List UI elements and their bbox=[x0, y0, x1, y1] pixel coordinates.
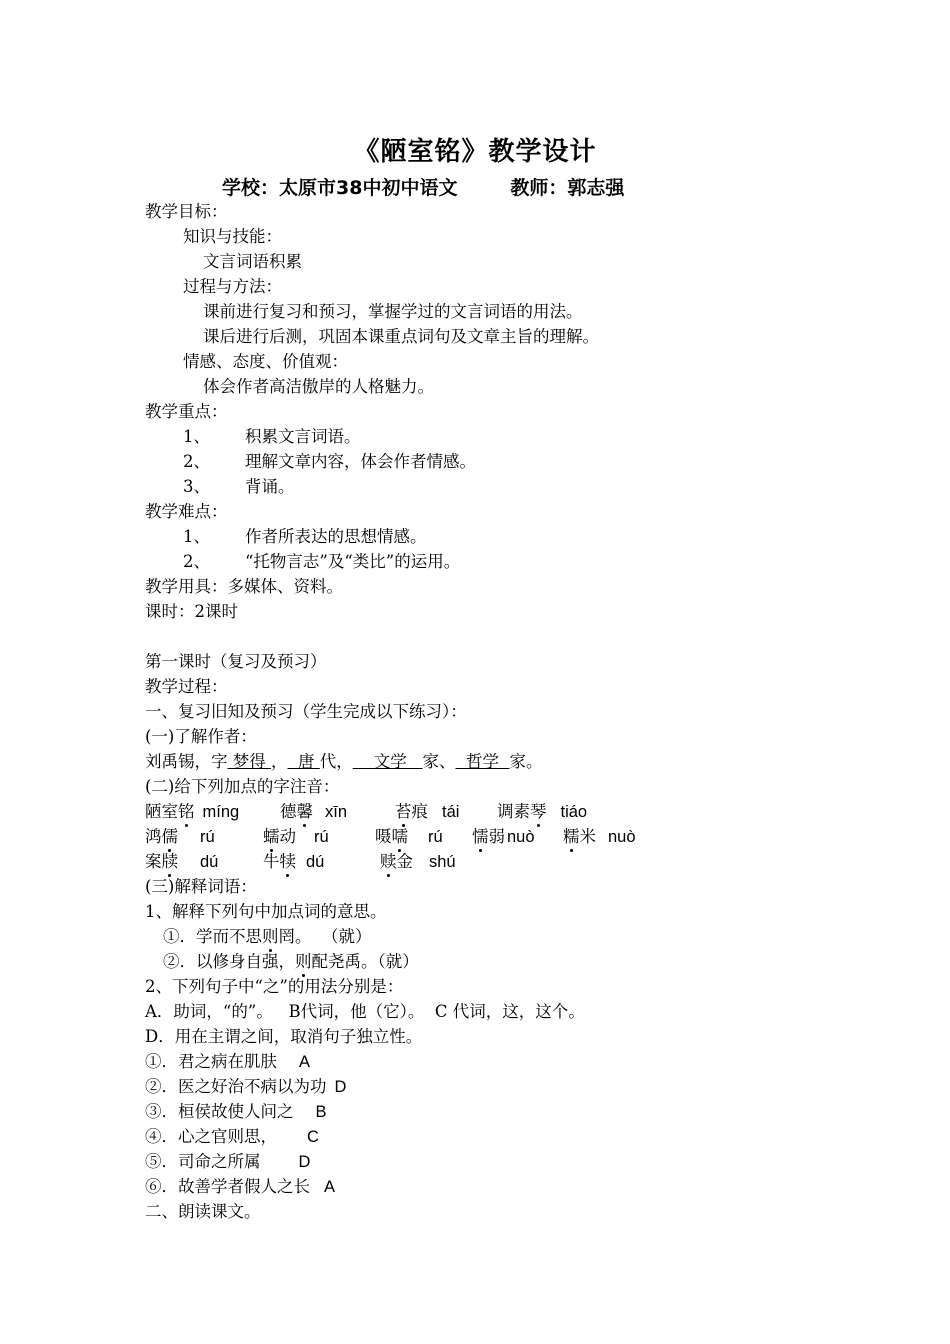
zhi-item bbox=[145, 1051, 310, 1073]
text: 理解文章内容，体会作者情感。 bbox=[245, 452, 476, 471]
word: 鸿 bbox=[145, 827, 162, 846]
pinyin-entry bbox=[563, 826, 636, 848]
part1-heading: 一、复习旧知及预习（学生完成以下练习）： bbox=[145, 702, 467, 721]
pinyin: nuò bbox=[608, 828, 636, 846]
word: 嗫 bbox=[375, 827, 392, 846]
word: 痕 bbox=[411, 802, 428, 821]
pinyin-entry bbox=[145, 801, 239, 823]
explain-sub-1: 1、解释下列句中加点词的意思。 bbox=[145, 902, 387, 921]
text: 背诵。 bbox=[245, 477, 295, 496]
answer: D bbox=[334, 1078, 347, 1096]
pinyin: tái bbox=[442, 803, 460, 821]
process-label: 过程与方法： bbox=[183, 277, 282, 296]
pinyin-entry bbox=[472, 826, 535, 848]
pinyin-entry bbox=[395, 801, 459, 823]
emotion-item: 体会作者高洁傲岸的人格魅力。 bbox=[203, 377, 434, 396]
knowledge-label: 知识与技能： bbox=[183, 227, 282, 246]
answer: D bbox=[298, 1153, 311, 1171]
dotted-char: 嚅 bbox=[391, 827, 408, 846]
pinyin: xīn bbox=[325, 803, 348, 821]
word: 牛 bbox=[263, 852, 280, 871]
word: 调素 bbox=[497, 802, 530, 821]
word: 德 bbox=[280, 802, 297, 821]
word: 米 bbox=[579, 827, 596, 846]
doc-subtitle: 学校：太原市38中初中语文 教师：郭志强 bbox=[222, 177, 625, 199]
process-heading: 教学过程： bbox=[145, 677, 228, 696]
hours-line: 课时：2课时 bbox=[145, 602, 238, 621]
key-points-heading: 教学重点： bbox=[145, 402, 228, 421]
dotted-char: 牍 bbox=[161, 852, 178, 871]
zhi-item bbox=[145, 1176, 335, 1198]
sentence: ③．桓侯故使人问之 bbox=[145, 1102, 294, 1121]
author-answer-line bbox=[145, 751, 542, 773]
lesson1-heading: 第一课时（复习及预习） bbox=[145, 652, 327, 671]
text: 作者所表达的思想情感。 bbox=[245, 527, 427, 546]
sentence: ⑥．故善学者假人之长 bbox=[145, 1177, 310, 1196]
pinyin: dú bbox=[200, 853, 219, 871]
part2-heading: 二、朗读课文。 bbox=[145, 1202, 261, 1221]
pinyin: nuò bbox=[507, 828, 535, 846]
word: 动 bbox=[279, 827, 296, 846]
text: 刘禹锡，字 bbox=[145, 752, 228, 771]
dotted-char: 糯 bbox=[563, 827, 580, 846]
sentence: ②．医之好治不病以为功 bbox=[145, 1077, 327, 1096]
pinyin-entry bbox=[145, 851, 218, 873]
pinyin-question: (二)给下列加点的字注音： bbox=[145, 777, 340, 796]
sentence: ④．心之官则思， bbox=[145, 1127, 277, 1146]
blank-answer: 文学 bbox=[352, 752, 423, 771]
answer: B bbox=[315, 1103, 327, 1121]
text: 家。 bbox=[509, 752, 543, 771]
answer: C bbox=[307, 1128, 319, 1146]
difficulties-heading: 教学难点： bbox=[145, 502, 228, 521]
dotted-char: 馨 bbox=[296, 802, 313, 821]
text: ， bbox=[271, 752, 288, 771]
pinyin: dú bbox=[306, 853, 325, 871]
pinyin: mínɡ bbox=[202, 803, 240, 821]
pinyin-entry bbox=[263, 851, 324, 873]
pinyin: rú bbox=[314, 828, 329, 846]
text: 积累文言词语。 bbox=[245, 427, 361, 446]
text: ②．以修身自强， bbox=[163, 952, 295, 971]
explain-item-1 bbox=[163, 926, 372, 948]
text: ①．学而不思 bbox=[163, 927, 262, 946]
zhi-question: 2、下列句子中“之”的用法分别是： bbox=[145, 977, 404, 996]
word: 弱 bbox=[488, 827, 505, 846]
pinyin: shú bbox=[429, 853, 456, 871]
author-question: (一)了解作者： bbox=[145, 727, 257, 746]
doc-title: 《陋室铭》教学设计 bbox=[353, 137, 597, 167]
dotted-char: 儒 bbox=[161, 827, 178, 846]
pinyin: rú bbox=[200, 828, 215, 846]
num: 2、 bbox=[183, 452, 210, 471]
blank-answer: 梦得 bbox=[227, 752, 271, 771]
num: 1、 bbox=[183, 527, 210, 546]
zhi-item bbox=[145, 1076, 346, 1098]
emotion-label: 情感、态度、价值观： bbox=[183, 352, 348, 371]
pinyin-entry bbox=[280, 801, 347, 823]
text: 家、 bbox=[422, 752, 456, 771]
text: 代， bbox=[319, 752, 353, 771]
key-point-1 bbox=[183, 426, 361, 448]
explain-item-2 bbox=[163, 951, 419, 973]
dotted-char: 犊 bbox=[279, 852, 296, 871]
pinyin-entry bbox=[375, 826, 443, 848]
dotted-char: 蠕 bbox=[263, 827, 280, 846]
objectives-heading: 教学目标： bbox=[145, 202, 228, 221]
text: 罔。 （就） bbox=[278, 927, 372, 946]
num: 1、 bbox=[183, 427, 210, 446]
pinyin-entry bbox=[145, 826, 215, 848]
dotted-char: 懦 bbox=[472, 827, 489, 846]
process-item-2: 课后进行后测，巩固本课重点词句及文章主旨的理解。 bbox=[203, 327, 599, 346]
zhi-options-1: A．助词，“的”。 B代词，他（它）。 C 代词，这，这个。 bbox=[145, 1002, 585, 1021]
sentence: ①．君之病在肌肤 bbox=[145, 1052, 277, 1071]
sentence: ⑤．司命之所属 bbox=[145, 1152, 261, 1171]
word: 金 bbox=[396, 852, 413, 871]
blank-answer: 唐 bbox=[287, 752, 320, 771]
tools-line: 教学用具：多媒体、资料。 bbox=[145, 577, 343, 596]
knowledge-item: 文言词语积累 bbox=[203, 252, 302, 271]
dotted-char: 赎 bbox=[380, 852, 397, 871]
process-item-1: 课前进行复习和预习，掌握学过的文言词语的用法。 bbox=[203, 302, 583, 321]
answer: A bbox=[299, 1053, 311, 1071]
pinyin-entry bbox=[380, 851, 456, 873]
zhi-item bbox=[145, 1151, 310, 1173]
blank-answer: 哲学 bbox=[455, 752, 510, 771]
difficulty-2 bbox=[183, 551, 461, 573]
pinyin-entry bbox=[263, 826, 329, 848]
zhi-item bbox=[145, 1101, 327, 1123]
text: “托物言志”及“类比”的运用。 bbox=[245, 552, 461, 571]
dotted-char: 铭 bbox=[178, 802, 195, 821]
dotted-char: 苔 bbox=[395, 802, 412, 821]
difficulty-1 bbox=[183, 526, 427, 548]
dotted-char: 则 bbox=[295, 952, 312, 971]
text: 配尧禹。（就） bbox=[311, 952, 419, 971]
key-point-3 bbox=[183, 476, 295, 498]
key-point-2 bbox=[183, 451, 476, 473]
zhi-options-2: D．用在主谓之间，取消句子独立性。 bbox=[145, 1027, 423, 1046]
num: 2、 bbox=[183, 552, 210, 571]
pinyin: tiáo bbox=[560, 803, 588, 821]
zhi-item bbox=[145, 1126, 319, 1148]
word: 案 bbox=[145, 852, 162, 871]
dotted-char: 则 bbox=[262, 927, 279, 946]
dotted-char: 琴 bbox=[530, 802, 547, 821]
word: 陋室 bbox=[145, 802, 178, 821]
answer: A bbox=[324, 1178, 336, 1196]
pinyin-entry bbox=[497, 801, 587, 823]
num: 3、 bbox=[183, 477, 210, 496]
pinyin: rú bbox=[428, 828, 443, 846]
explain-question: (三)解释词语： bbox=[145, 877, 257, 896]
